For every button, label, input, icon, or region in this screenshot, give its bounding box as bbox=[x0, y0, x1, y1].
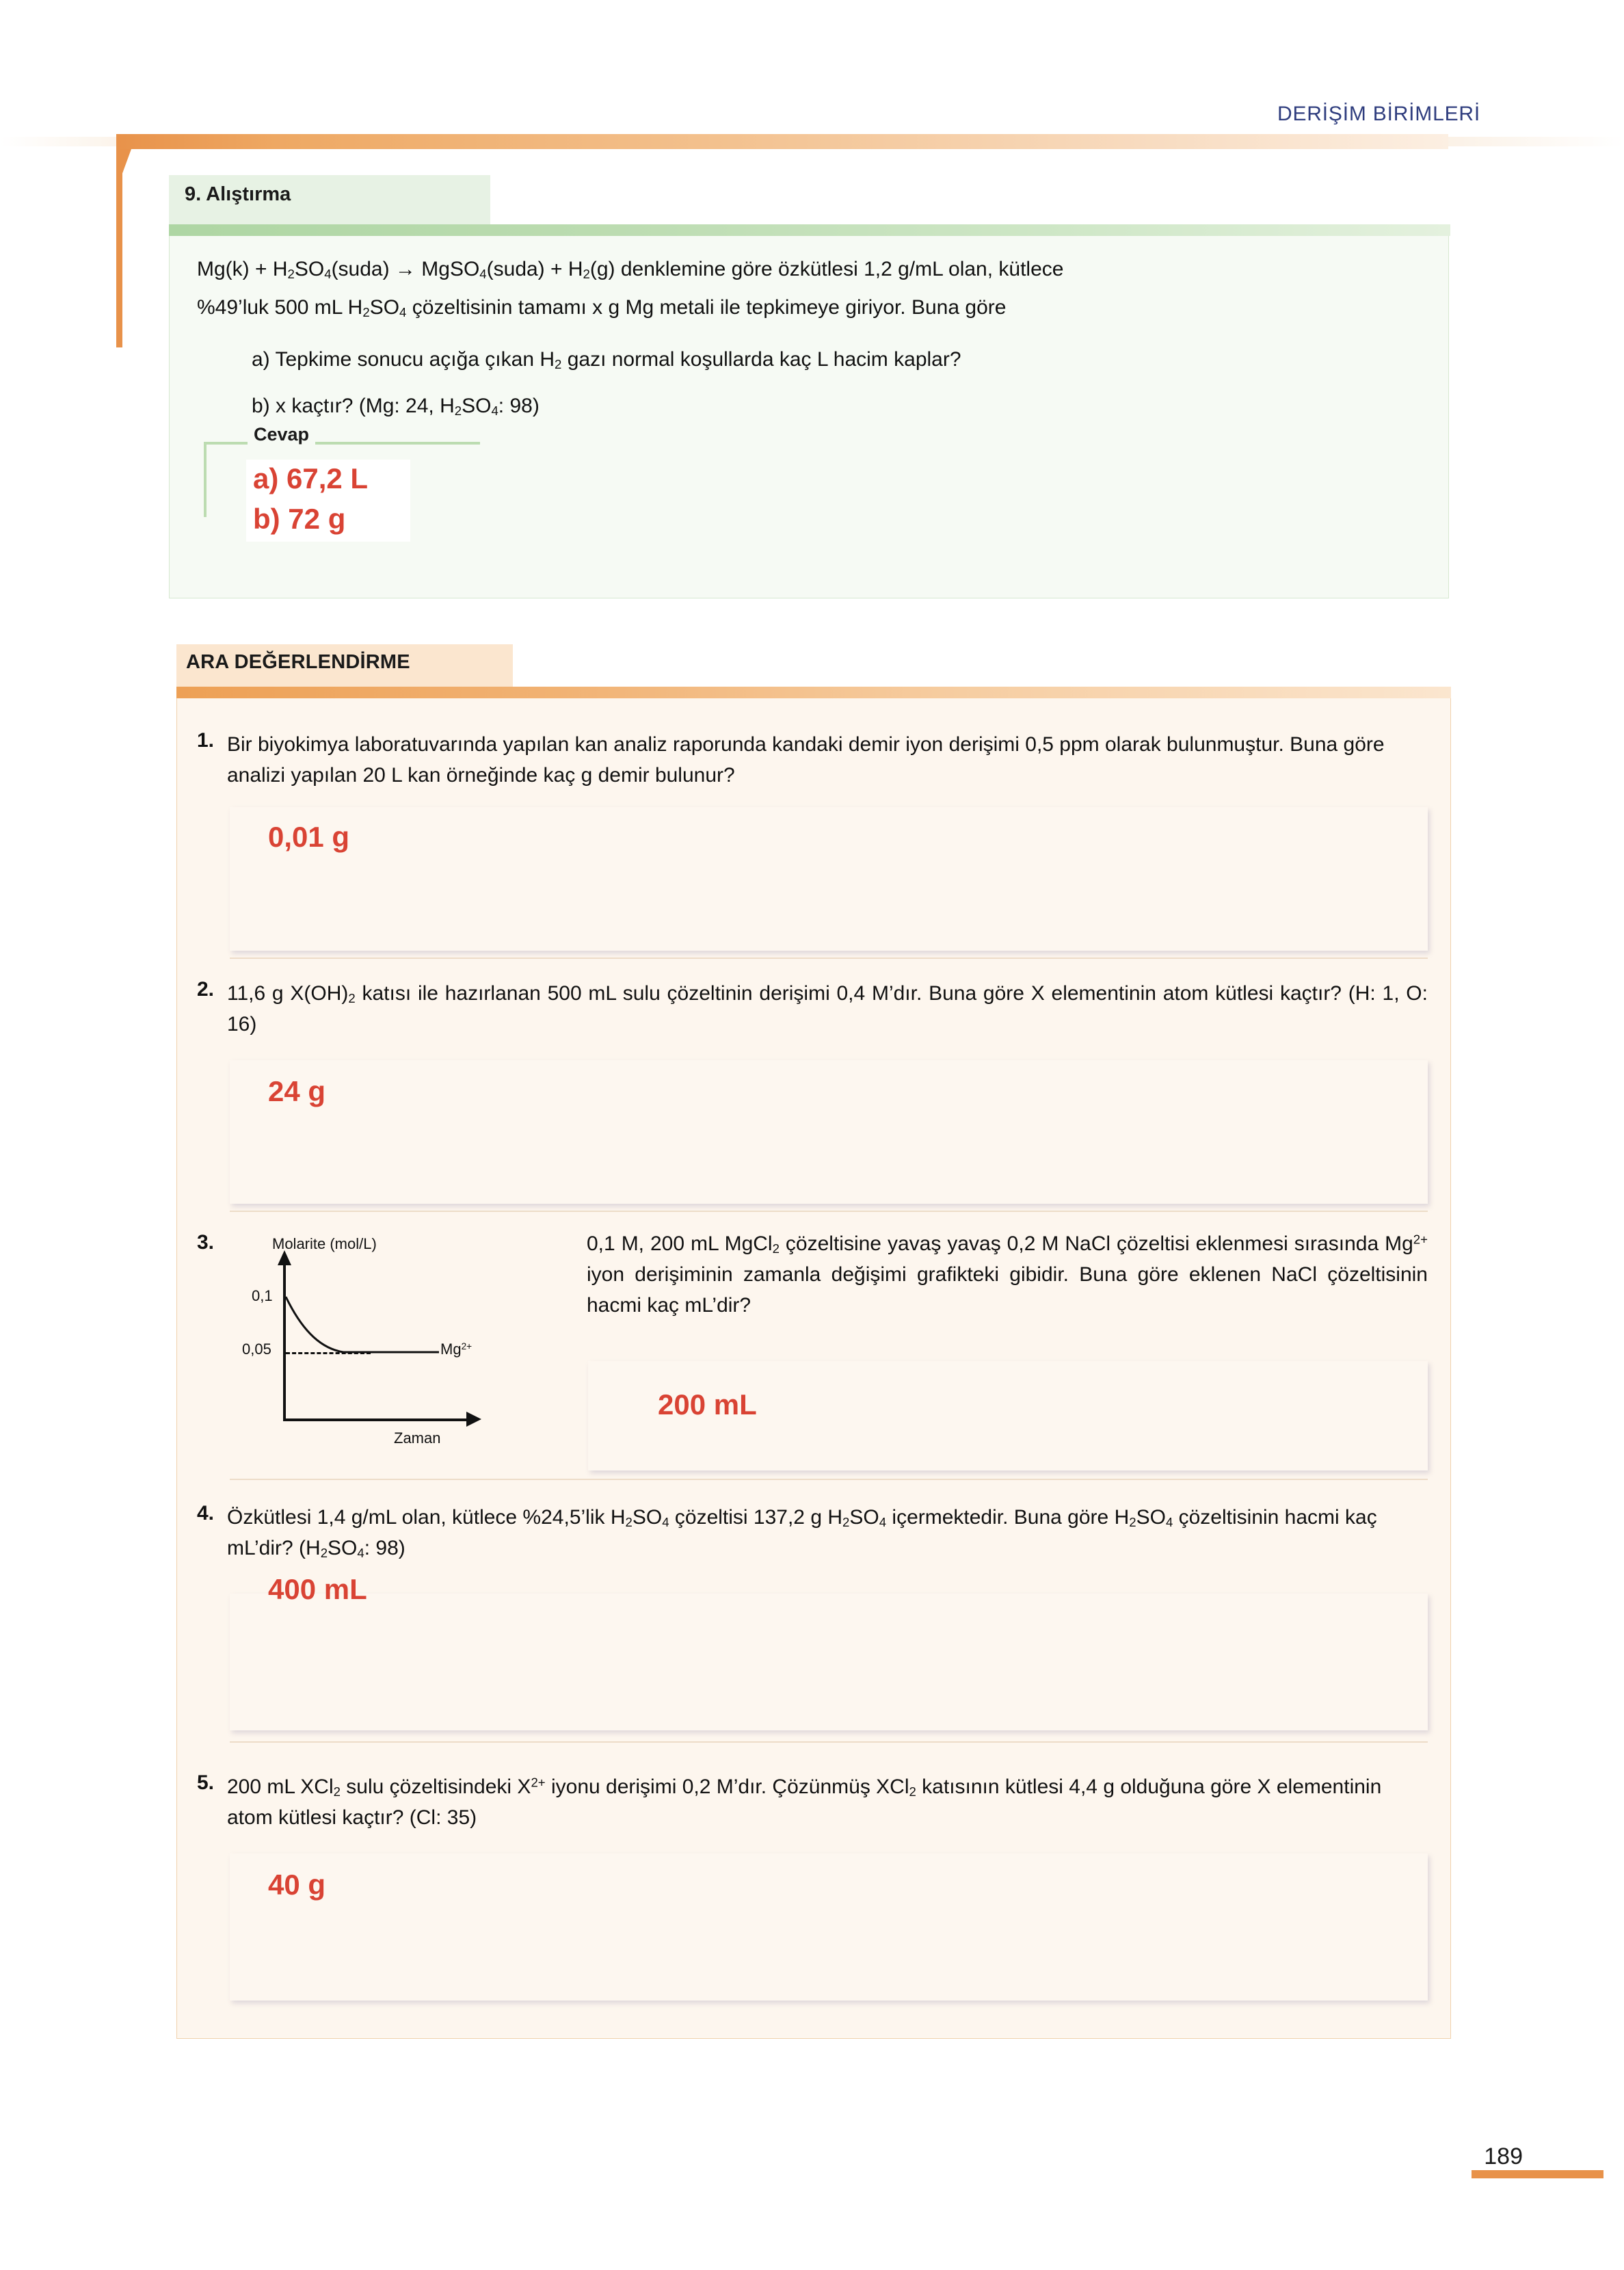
question-1-text: Bir biyokimya laboratuvarında yapılan kan analiz raporunda kandaki demir iyon derişimi 0,5 ppm olarak bulunmuştur. Buna göre analizi yapılan 20 L kan örneğinde kaç g demir bulunur? bbox=[227, 733, 1385, 787]
exercise-equation-line-1: $Mg(k) + H_2SO_4(suda)$ → MgSO$_4$(suda) + $H_2(g)$ denklemine göre özkütlesi 1,2 g/mL olan, kütlece bbox=[197, 258, 1064, 282]
question-1-answer-box bbox=[230, 807, 1428, 951]
exercise-answer-a: a) 67,2 L bbox=[253, 462, 369, 494]
question-1-number: 1. bbox=[197, 729, 215, 752]
question-4-answer-box bbox=[230, 1594, 1428, 1730]
exercise-equation-line-2: %49’luk 500 mL $H_2SO_4$ çözeltisinin tamamı x g Mg metali ile tepkimeye giriyor. Buna göre bbox=[197, 296, 1007, 320]
question-3-number: 3. bbox=[197, 1231, 215, 1254]
separator-3 bbox=[230, 1479, 1428, 1480]
exercise-green-bar bbox=[169, 224, 1450, 236]
separator-4 bbox=[230, 1741, 1428, 1743]
separator-2 bbox=[230, 1211, 1428, 1212]
question-3-answer: 200 mL bbox=[658, 1388, 757, 1421]
question-5-answer: 40 g bbox=[268, 1869, 326, 1901]
page-number: 189 bbox=[1484, 2143, 1523, 2169]
cevap-bracket-vertical bbox=[204, 442, 207, 517]
cevap-label: Cevap bbox=[248, 424, 315, 445]
exercise-tab-label: 9. Alıştırma bbox=[185, 183, 291, 205]
exercise-orange-stem bbox=[116, 149, 122, 347]
question-2-text: 11,6 g $X(OH)_2$ katısı ile hazırlanan 500 mL sulu çözeltinin derişimi 0,4 M’dır. Buna göre X elementinin atom kütlesi kaçtır? (H: 1, O: 16) bbox=[227, 982, 1428, 1035]
question-2-number: 2. bbox=[197, 978, 215, 1001]
exercise-answer-b: b) 72 g bbox=[253, 503, 346, 535]
exercise-orange-bar bbox=[116, 134, 1448, 149]
page-header-title: DERİŞİM BİRİMLERİ bbox=[1277, 103, 1480, 125]
chart-xlabel: Zaman bbox=[394, 1429, 441, 1447]
question-1-answer: 0,01 g bbox=[268, 821, 350, 853]
question-3-text: 0,1 M, 200 mL MgCl$_2$ çözeltisine yavaş yavaş 0,2 M NaCl çözeltisi eklenmesi sırasında $Mg^{2+}$ iyon derişiminin zamanla değişimi grafikteki gibidir. Buna göre eklenen NaCl çözeltisinin hacmi kaç mL’dir? bbox=[587, 1232, 1428, 1317]
separator-1 bbox=[230, 958, 1428, 959]
evaluation-orange-bar bbox=[176, 687, 1451, 698]
exercise-question-b: b) x kaçtır? (Mg: 24, $H_2SO_4$: 98) bbox=[252, 395, 540, 419]
question-5-answer-box bbox=[230, 1853, 1428, 2001]
question-2-answer: 24 g bbox=[268, 1075, 326, 1107]
chart-curve bbox=[241, 1231, 542, 1464]
question-4-text: Özkütlesi 1,4 g/mL olan, kütlece %24,5’lik $H_2SO_4$ çözeltisi 137,2 g $H_2SO_4$ içermektedir. Buna göre $H_2SO_4$ çözeltisinin hacmi kaç mL’dir? ($H_2SO_4$: 98) bbox=[227, 1506, 1377, 1561]
evaluation-tab-label: ARA DEĞERLENDİRME bbox=[186, 651, 410, 673]
chart-series-label-mg2plus: $Mg^{2+}$ bbox=[440, 1341, 472, 1358]
cevap-bracket-horizontal bbox=[204, 442, 480, 445]
exercise-question-a: a) Tepkime sonucu açığa çıkan $H_2$ gazı normal koşullarda kaç L hacim kaplar? bbox=[252, 348, 961, 372]
question-4-number: 4. bbox=[197, 1502, 215, 1525]
question-2-answer-box bbox=[230, 1060, 1428, 1204]
chart-ytick-0: 0,1 bbox=[252, 1287, 273, 1304]
chart-ytick-1: 0,05 bbox=[242, 1341, 271, 1358]
question-4-answer: 400 mL bbox=[268, 1573, 367, 1605]
footer-orange-bar bbox=[1472, 2170, 1603, 2178]
molarity-time-chart bbox=[241, 1231, 542, 1464]
question-5-text: 200 mL XCl$_2$ sulu çözeltisindeki $X^{2+}$ iyonu derişimi 0,2 M’dır. Çözünmüş XCl$_2$ katısının kütlesi 4,4 g olduğuna göre X elementinin atom kütlesi kaçtır? (Cl: 35) bbox=[227, 1775, 1382, 1829]
question-5-number: 5. bbox=[197, 1771, 215, 1794]
chart-ylabel: Molarite (mol/L) bbox=[272, 1235, 377, 1252]
